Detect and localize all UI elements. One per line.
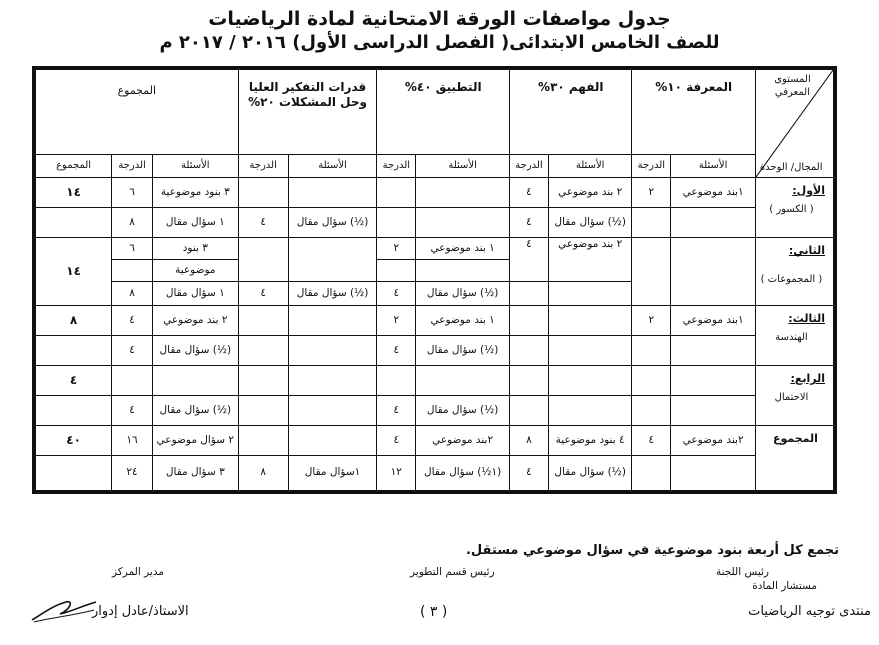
subheader-questions: الأسئلة	[548, 155, 632, 178]
cell	[34, 456, 112, 492]
unit-cell-3	[755, 306, 835, 366]
cell	[548, 336, 632, 366]
table-row	[34, 178, 835, 208]
cell: (½) سؤال مقال	[416, 396, 510, 426]
subheader-questions: الأسئلة	[416, 155, 510, 178]
cell	[377, 208, 416, 238]
table-row	[34, 208, 835, 238]
table-row	[34, 396, 835, 426]
cell: ١ سؤال مقال	[152, 208, 238, 238]
unit-topic: الهندسة	[775, 331, 808, 343]
cell	[510, 282, 549, 306]
table-row	[34, 238, 835, 260]
level-higher-thinking: قدرات التفكير العليا وحل المشكلات ٢٠%	[238, 68, 377, 155]
cell	[288, 178, 377, 208]
cell	[288, 396, 377, 426]
forum-name: منتدى توجيه الرياضيات	[748, 604, 871, 619]
teacher-name: الاستاذ/عادل إدوار	[92, 604, 189, 619]
cell: ٢	[377, 238, 416, 260]
cell: موضوعية	[152, 260, 238, 282]
cell	[238, 366, 288, 396]
unit-name: الثالث:	[788, 312, 825, 325]
cell: (½) سؤال مقال	[152, 336, 238, 366]
cell: ١ سؤال مقال	[152, 282, 238, 306]
cell: ٢ بند موضوعي	[152, 306, 238, 336]
cell: ٢٤	[112, 456, 153, 492]
cell	[288, 238, 377, 282]
cell: (½) سؤال مقال	[152, 396, 238, 426]
cell: ٤	[238, 208, 288, 238]
cell: ١ بند موضوعي	[416, 306, 510, 336]
table-row	[34, 306, 835, 336]
cell: ٤	[510, 456, 549, 492]
cell	[632, 238, 671, 306]
cell: ٢	[377, 306, 416, 336]
cell	[238, 336, 288, 366]
level-total: المجموع	[34, 68, 238, 155]
cell	[238, 426, 288, 456]
cell	[288, 336, 377, 366]
unit-sum: ١٤	[34, 238, 112, 306]
unit-cell-1	[755, 178, 835, 238]
cell	[510, 396, 549, 426]
signature-development: رئيس قسم التطوير	[410, 566, 495, 578]
cell: ٨	[238, 456, 288, 492]
cell: ٣ بنود موضوعية	[152, 178, 238, 208]
cell: ٤	[112, 396, 153, 426]
cell: ١بند موضوعي	[671, 306, 756, 336]
cell	[548, 306, 632, 336]
cell	[377, 366, 416, 396]
cell: (½) سؤال مقال	[548, 208, 632, 238]
specification-table	[32, 66, 837, 494]
cell: ٤	[112, 336, 153, 366]
page-title: جدول مواصفات الورقة الامتحانية لمادة الرياضيات	[208, 8, 671, 30]
signature-committee: رئيس اللجنة	[715, 566, 769, 578]
unit-sum: ١٤	[34, 178, 112, 208]
cell	[671, 456, 756, 492]
cell	[671, 336, 756, 366]
cell: ٤	[632, 426, 671, 456]
cell	[416, 366, 510, 396]
level-knowledge: المعرفة ١٠%	[632, 68, 755, 155]
cell: ١سؤال مقال	[288, 456, 377, 492]
cell: (½) سؤال مقال	[416, 282, 510, 306]
cell: ٤ بنود موضوعية	[548, 426, 632, 456]
cell: ٢	[632, 306, 671, 336]
unit-topic: الاحتمال	[774, 391, 809, 403]
cell	[671, 208, 756, 238]
cell	[632, 456, 671, 492]
cell: ٤	[377, 336, 416, 366]
cell: ٣ سؤال مقال	[152, 456, 238, 492]
cell	[510, 306, 549, 336]
cell	[34, 336, 112, 366]
subheader-degree: الدرجة	[377, 155, 416, 178]
cell	[671, 366, 756, 396]
cell: ٤	[510, 178, 549, 208]
page-subtitle: للصف الخامس الابتدائى( الفصل الدراسى الأول) ٢٠١٦ / ٢٠١٧ م	[159, 32, 720, 53]
unit-cell-4	[755, 366, 835, 426]
subheader-degree: الدرجة	[632, 155, 671, 178]
cell: ٢	[632, 178, 671, 208]
cell: (½) سؤال مقال	[288, 208, 377, 238]
signature-director: مدير المركز	[112, 566, 164, 578]
cell: (١½) سؤال مقال	[416, 456, 510, 492]
cell: ٢بند موضوعي	[671, 426, 756, 456]
unit-name: الرابع:	[790, 372, 825, 385]
unit-cell-2	[755, 238, 835, 306]
cell	[548, 282, 632, 306]
corner-bottom-label: المجال/ الوحدة	[759, 161, 823, 173]
grand-total: ٤٠	[34, 426, 112, 456]
cell: ٨	[112, 208, 153, 238]
cell: (½) سؤال مقال	[416, 336, 510, 366]
cell: ٣ بنود	[152, 238, 238, 260]
cell: ٨	[112, 282, 153, 306]
table-row	[34, 426, 835, 456]
subheader-questions: الأسئلة	[288, 155, 377, 178]
cell	[377, 178, 416, 208]
cell	[632, 208, 671, 238]
cell	[510, 366, 549, 396]
cell	[632, 396, 671, 426]
cell	[112, 366, 153, 396]
cell: ٤	[377, 282, 416, 306]
cell: ١٦	[112, 426, 153, 456]
table-row	[34, 456, 835, 492]
cell	[671, 238, 756, 306]
cell	[238, 238, 288, 282]
cell	[288, 366, 377, 396]
cell	[377, 260, 416, 282]
page-number: ( ٣ )	[420, 604, 448, 620]
table-row	[34, 336, 835, 366]
footnote: تجمع كل أربعة بنود موضوعية في سؤال موضوعي مستقل.	[465, 543, 839, 558]
cell	[548, 396, 632, 426]
cell: ١بند موضوعي	[671, 178, 756, 208]
cell: ٢ سؤال موضوعي	[152, 426, 238, 456]
subheader-degree: الدرجة	[112, 155, 153, 178]
signature-advisor: مستشار المادة	[752, 580, 817, 592]
cell	[416, 178, 510, 208]
cell: ١٢	[377, 456, 416, 492]
subheader-total: المجموع	[34, 155, 112, 178]
corner-top-label: المستوى المعرفي	[774, 74, 811, 98]
cell: ٤	[510, 208, 549, 238]
unit-name: الأول:	[792, 184, 825, 197]
cell	[238, 396, 288, 426]
cell	[632, 336, 671, 366]
cell: ٨	[510, 426, 549, 456]
cell: ٦	[112, 238, 153, 260]
level-application: التطبيق ٤٠%	[377, 68, 510, 155]
cell: ٦	[112, 178, 153, 208]
cell	[510, 336, 549, 366]
cell: ٤	[377, 426, 416, 456]
cell	[288, 306, 377, 336]
cell: ٤	[112, 306, 153, 336]
subheader-questions: الأسئلة	[671, 155, 756, 178]
cell: ٤	[510, 238, 549, 282]
cell: ٤	[377, 396, 416, 426]
cell	[416, 208, 510, 238]
level-understanding: الفهم ٣٠%	[510, 68, 632, 155]
cell: ٤	[238, 282, 288, 306]
corner-header	[755, 68, 835, 178]
cell	[288, 426, 377, 456]
cell: ٢ بند موضوعي	[548, 178, 632, 208]
cell: ٢بند موضوعي	[416, 426, 510, 456]
cell	[152, 366, 238, 396]
cell: (½) سؤال مقال	[288, 282, 377, 306]
table-row	[34, 366, 835, 396]
unit-name: المجموع	[772, 432, 818, 445]
cell	[548, 366, 632, 396]
cell	[238, 306, 288, 336]
cell: ١ بند موضوعي	[416, 238, 510, 260]
cell	[112, 260, 153, 282]
unit-name: الثاني:	[788, 244, 825, 257]
unit-topic: ( الكسور )	[769, 203, 814, 215]
cell: (½) سؤال مقال	[548, 456, 632, 492]
subheader-degree: الدرجة	[510, 155, 549, 178]
cell	[238, 178, 288, 208]
cell	[34, 396, 112, 426]
unit-sum: ٨	[34, 306, 112, 336]
subheader-questions: الأسئلة	[152, 155, 238, 178]
total-row-label	[755, 426, 835, 492]
cell	[671, 396, 756, 426]
unit-topic: ( المجموعات )	[760, 273, 823, 285]
handwritten-signature	[30, 596, 100, 624]
subheader-degree: الدرجة	[238, 155, 288, 178]
cell	[416, 260, 510, 282]
cell	[632, 366, 671, 396]
unit-sum: ٤	[34, 366, 112, 396]
cell	[34, 208, 112, 238]
cell: ٢ بند موضوعي	[548, 238, 632, 282]
